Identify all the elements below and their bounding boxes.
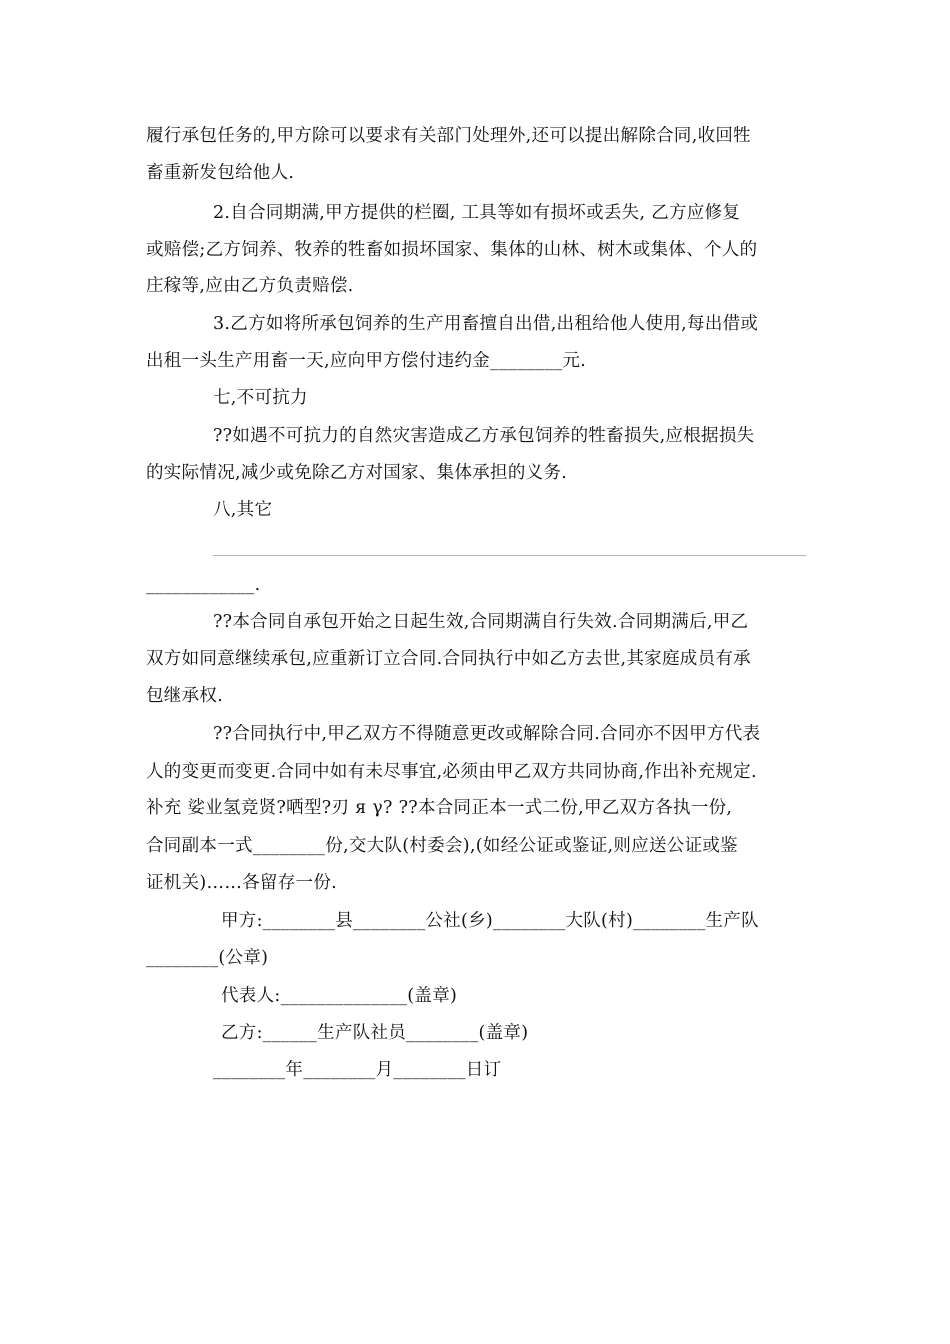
text-line: ??合同执行中,甲乙双方不得随意更改或解除合同.合同亦不因甲方代表 bbox=[213, 724, 761, 744]
text-line: 证机关)……各留存一份. bbox=[146, 873, 337, 893]
text-line: 畜重新发包给他人. bbox=[146, 163, 295, 183]
party-b-line: 乙方:______生产队社员________(盖章) bbox=[221, 1023, 529, 1043]
date-line: ________年________月________日订 bbox=[213, 1060, 502, 1080]
text-line: 包继承权. bbox=[146, 686, 224, 706]
clause-3: 3.乙方如将所承包饲养的生产用畜擅自出借,出租给他人使用,每出借或 bbox=[213, 314, 759, 334]
text-line: 双方如同意继续承包,应重新订立合同.合同执行中如乙方去世,其家庭成员有承 bbox=[146, 649, 751, 669]
clause-2: 2.自合同期满,甲方提供的栏圈, 工具等如有损坏或丢失, 乙方应修复 bbox=[213, 203, 741, 223]
party-a-line: 甲方:________县________公社(乡)________大队(村)________生产队 bbox=[221, 911, 759, 931]
text-line: 履行承包任务的,甲方除可以要求有关部门处理外,还可以提出解除合同,收回牲 bbox=[146, 126, 751, 146]
fill-in-line bbox=[213, 555, 806, 556]
text-line: 人的变更而变更.合同中如有未尽事宜,必须由甲乙双方共同协商,作出补充规定. bbox=[146, 762, 757, 782]
section-heading-force-majeure: 七,不可抗力 bbox=[213, 388, 308, 408]
text-line: 庄稼等,应由乙方负责赔偿. bbox=[146, 276, 354, 296]
representative-line: 代表人:______________(盖章) bbox=[221, 986, 458, 1006]
text-line: 的实际情况,减少或免除乙方对国家、集体承担的义务. bbox=[146, 463, 568, 483]
party-a-seal: ________(公章) bbox=[146, 948, 269, 968]
text-line: ??如遇不可抗力的自然灾害造成乙方承包饲养的牲畜损失,应根据损失 bbox=[213, 426, 755, 446]
text-line: 或赔偿;乙方饲养、牧养的牲畜如损坏国家、集体的山林、树木或集体、个人的 bbox=[146, 240, 758, 260]
section-heading-other: 八,其它 bbox=[213, 500, 273, 520]
text-line: 出租一头生产用畜一天,应向甲方偿付违约金________元. bbox=[146, 351, 587, 371]
text-line: ____________. bbox=[146, 575, 261, 595]
text-line: 合同副本一式________份,交大队(村委会),(如经公证或鉴证,则应送公证或鉴 bbox=[146, 836, 738, 856]
text-line: ??本合同自承包开始之日起生效,合同期满自行失效.合同期满后,甲乙 bbox=[213, 612, 749, 632]
text-line: 补充 娑业氢竞贤?哂型?刃 я γ? ??本合同正本一式二份,甲乙双方各执一份, bbox=[146, 798, 733, 818]
